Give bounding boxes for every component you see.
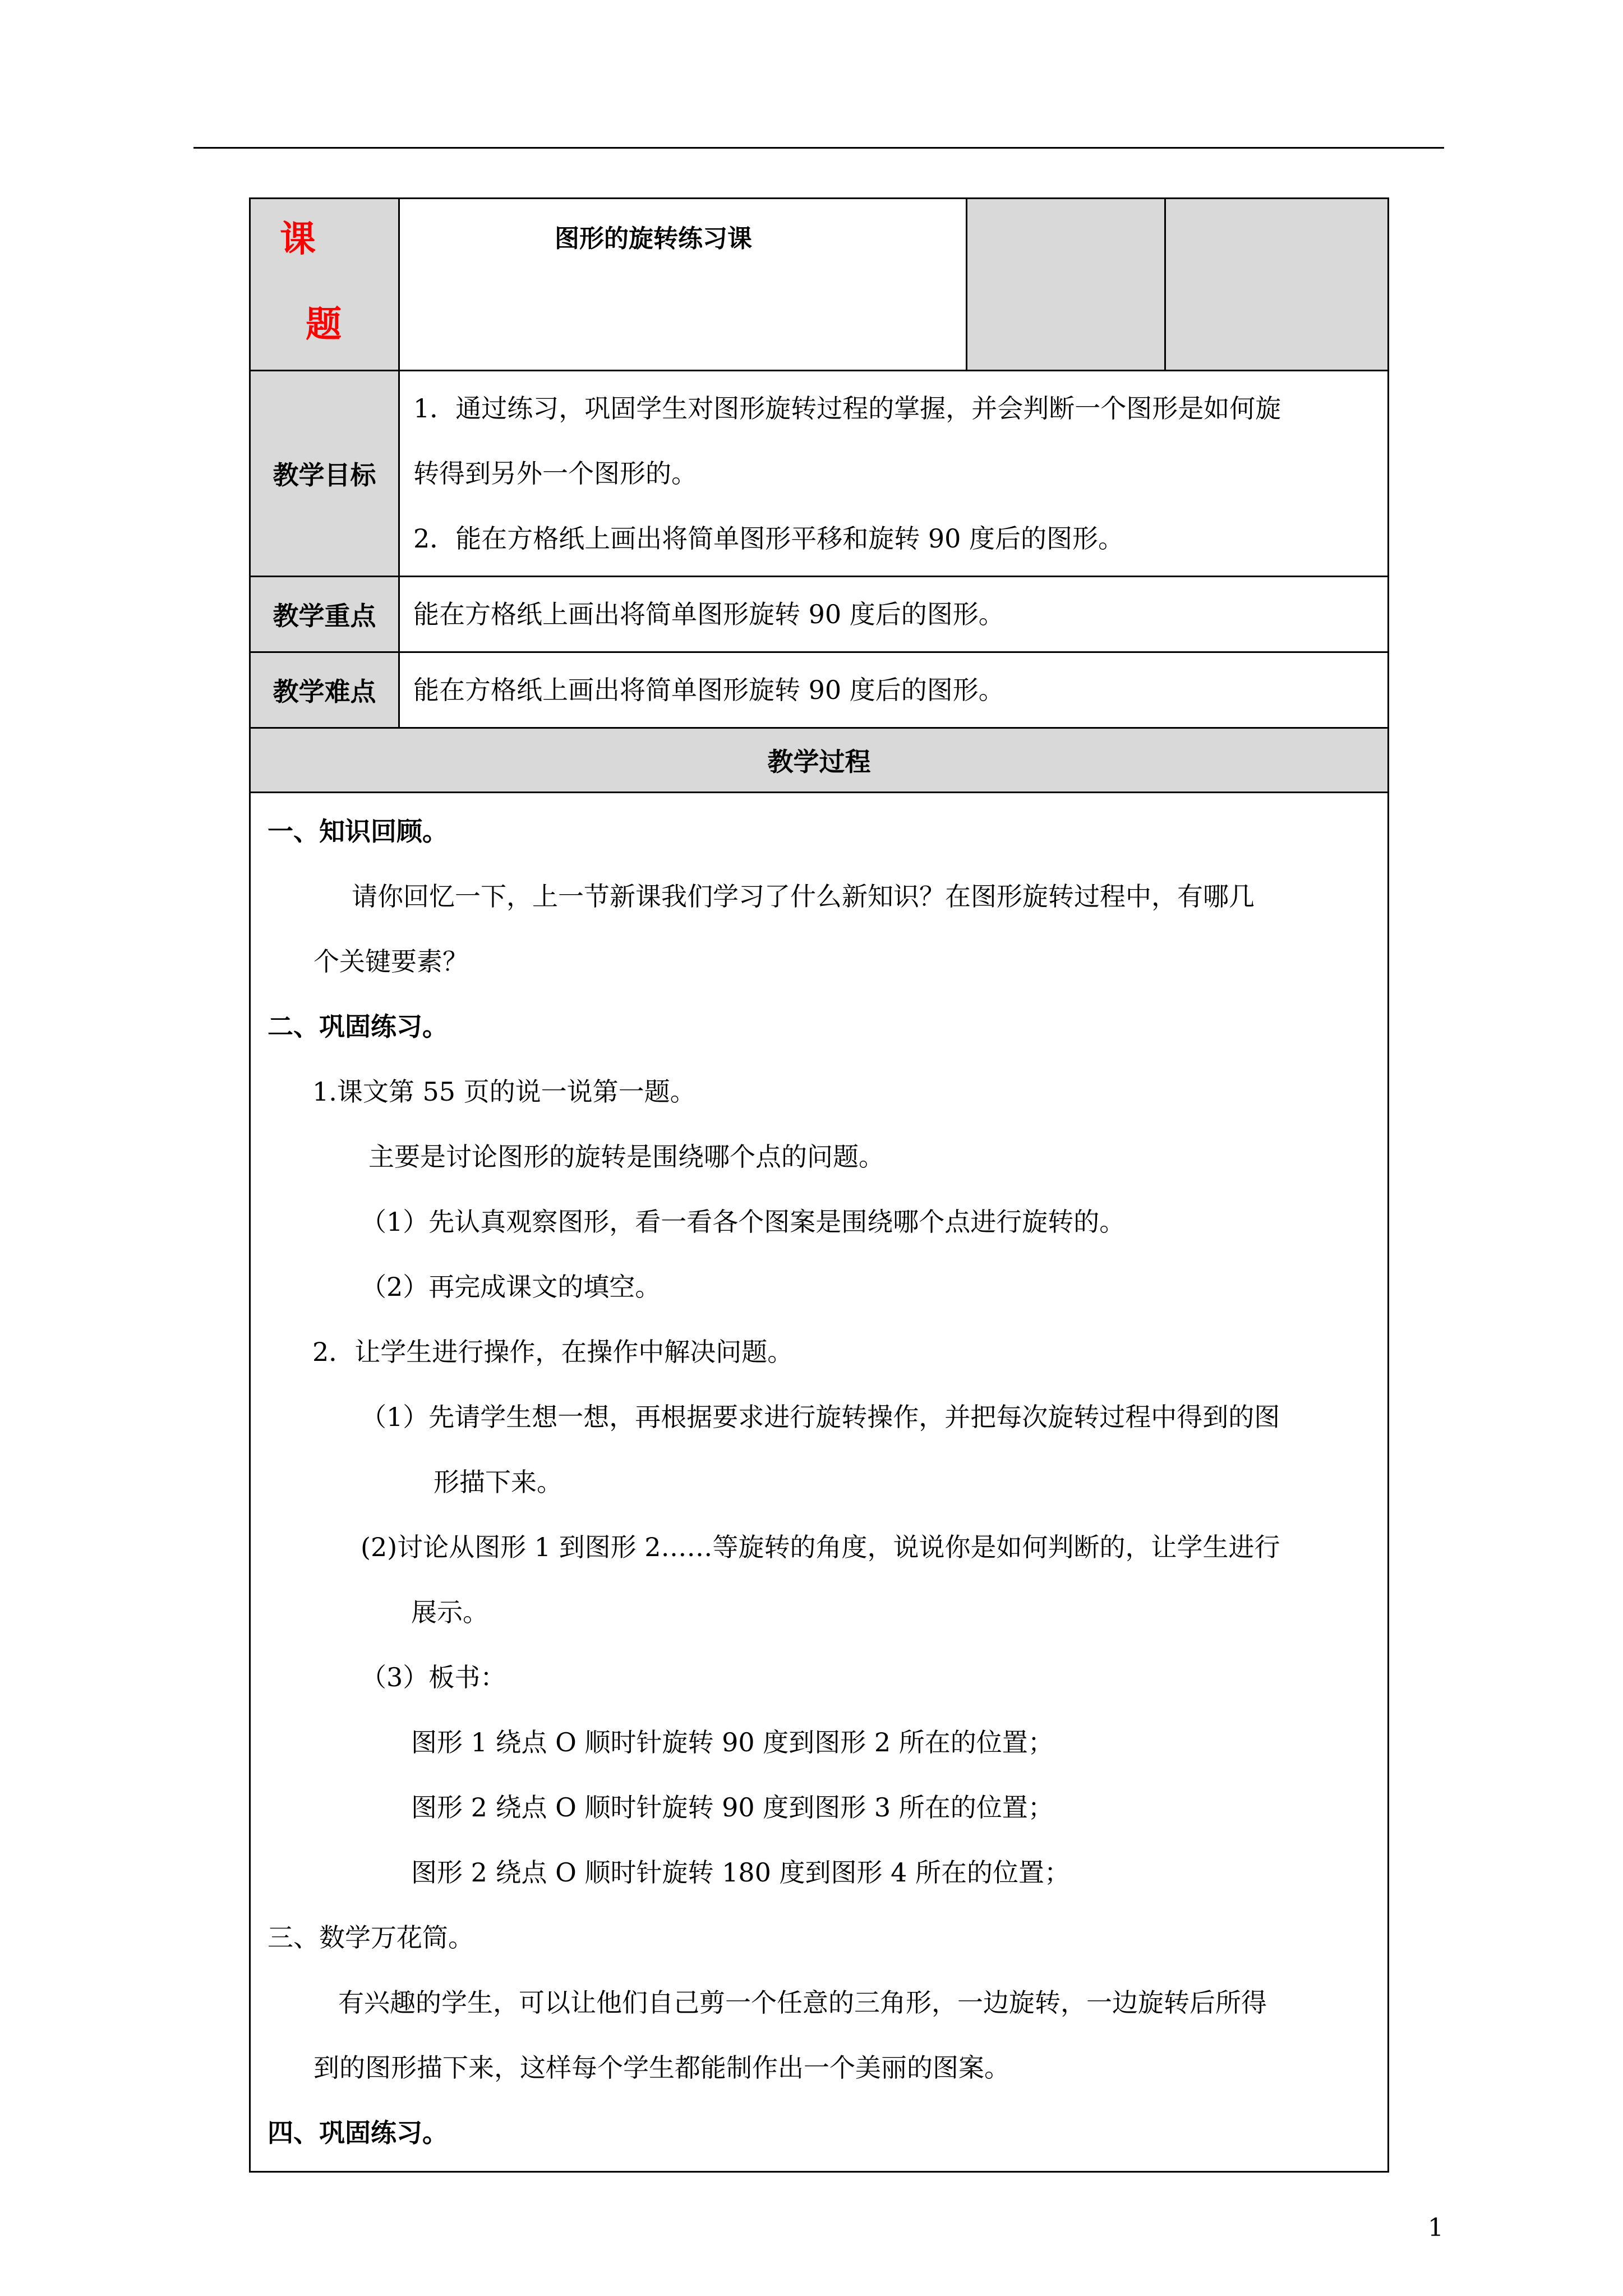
key-point-label: 教学重点 xyxy=(250,577,399,652)
objective-line-1: 1．通过练习，巩固学生对图形旋转过程的掌握，并会判断一个图形是如何旋 xyxy=(413,393,1281,424)
section3-title: 三、数学万花筒。 xyxy=(268,1922,474,1953)
lesson-title: 图形的旋转练习课 xyxy=(399,199,967,371)
board-line-2: 图形 2 绕点 O 顺时针旋转 90 度到图形 3 所在的位置； xyxy=(411,1792,1054,1823)
process-content xyxy=(250,793,1389,2172)
difficulty-label: 教学难点 xyxy=(250,652,399,728)
item1-main: 主要是讨论图形的旋转是围绕哪个点的问题。 xyxy=(368,1142,884,1172)
item2-sub1-cont: 形描下来。 xyxy=(434,1467,562,1497)
section3-line-2: 到的图形描下来，这样每个学生都能制作出一个美丽的图案。 xyxy=(313,2053,1010,2083)
lesson-plan-table xyxy=(249,197,1389,2173)
item2-sub2-cont: 展示。 xyxy=(411,1597,488,1627)
title-label-cell xyxy=(250,199,399,371)
process-header-row xyxy=(250,728,1389,793)
header-rule xyxy=(193,147,1444,149)
page-number: 1 xyxy=(1428,2214,1444,2242)
section1-title: 一、知识回顾。 xyxy=(268,816,448,846)
section2-title: 二、巩固练习。 xyxy=(268,1011,448,1042)
item1-sub1: （1）先认真观察图形，看一看各个图案是围绕哪个点进行旋转的。 xyxy=(361,1207,1126,1237)
section1-line-1: 请你回忆一下，上一节新课我们学习了什么新知识？在图形旋转过程中，有哪几 xyxy=(352,881,1255,912)
section3-line-1: 有兴趣的学生，可以让他们自己剪一个任意的三角形，一边旋转，一边旋转后所得 xyxy=(338,1987,1267,2018)
title-label-char-1: 课 xyxy=(280,218,316,260)
item2: 2．让学生进行操作，在操作中解决问题。 xyxy=(312,1337,794,1367)
item2-sub1: （1）先请学生想一想，再根据要求进行旋转操作，并把每次旋转过程中得到的图 xyxy=(361,1402,1280,1432)
item1-sub2: （2）再完成课文的填空。 xyxy=(361,1272,661,1302)
objective-line-3: 2．能在方格纸上画出将简单图形平移和旋转 90 度后的图形。 xyxy=(413,523,1124,554)
difficulty-text: 能在方格纸上画出将简单图形旋转 90 度后的图形。 xyxy=(399,652,1389,728)
item2-sub2: (2)讨论从图形 1 到图形 2……等旋转的角度，说说你是如何判断的，让学生进行 xyxy=(361,1532,1280,1562)
objectives-label: 教学目标 xyxy=(250,371,399,577)
board-line-1: 图形 1 绕点 O 顺时针旋转 90 度到图形 2 所在的位置； xyxy=(411,1727,1054,1757)
item1: 1.课文第 55 页的说一说第一题。 xyxy=(312,1076,696,1107)
section1-line-2: 个关键要素？ xyxy=(313,946,468,977)
process-content-row xyxy=(250,793,1389,2172)
key-point-text: 能在方格纸上画出将简单图形旋转 90 度后的图形。 xyxy=(399,577,1389,652)
process-header: 教学过程 xyxy=(250,728,1389,793)
objectives-content xyxy=(399,371,1389,577)
title-row xyxy=(250,199,1389,371)
objective-line-2: 转得到另外一个图形的。 xyxy=(413,458,697,489)
board-line-3: 图形 2 绕点 O 顺时针旋转 180 度到图形 4 所在的位置； xyxy=(411,1857,1071,1888)
objectives-row xyxy=(250,371,1389,577)
key-point-row xyxy=(250,577,1389,652)
difficulty-row xyxy=(250,652,1389,728)
empty-gray-cell-1 xyxy=(967,199,1165,371)
empty-gray-cell-2 xyxy=(1165,199,1389,371)
item2-sub3: （3）板书： xyxy=(361,1662,506,1692)
title-label-char-2: 题 xyxy=(306,303,342,346)
section4-title: 四、巩固练习。 xyxy=(268,2118,448,2148)
